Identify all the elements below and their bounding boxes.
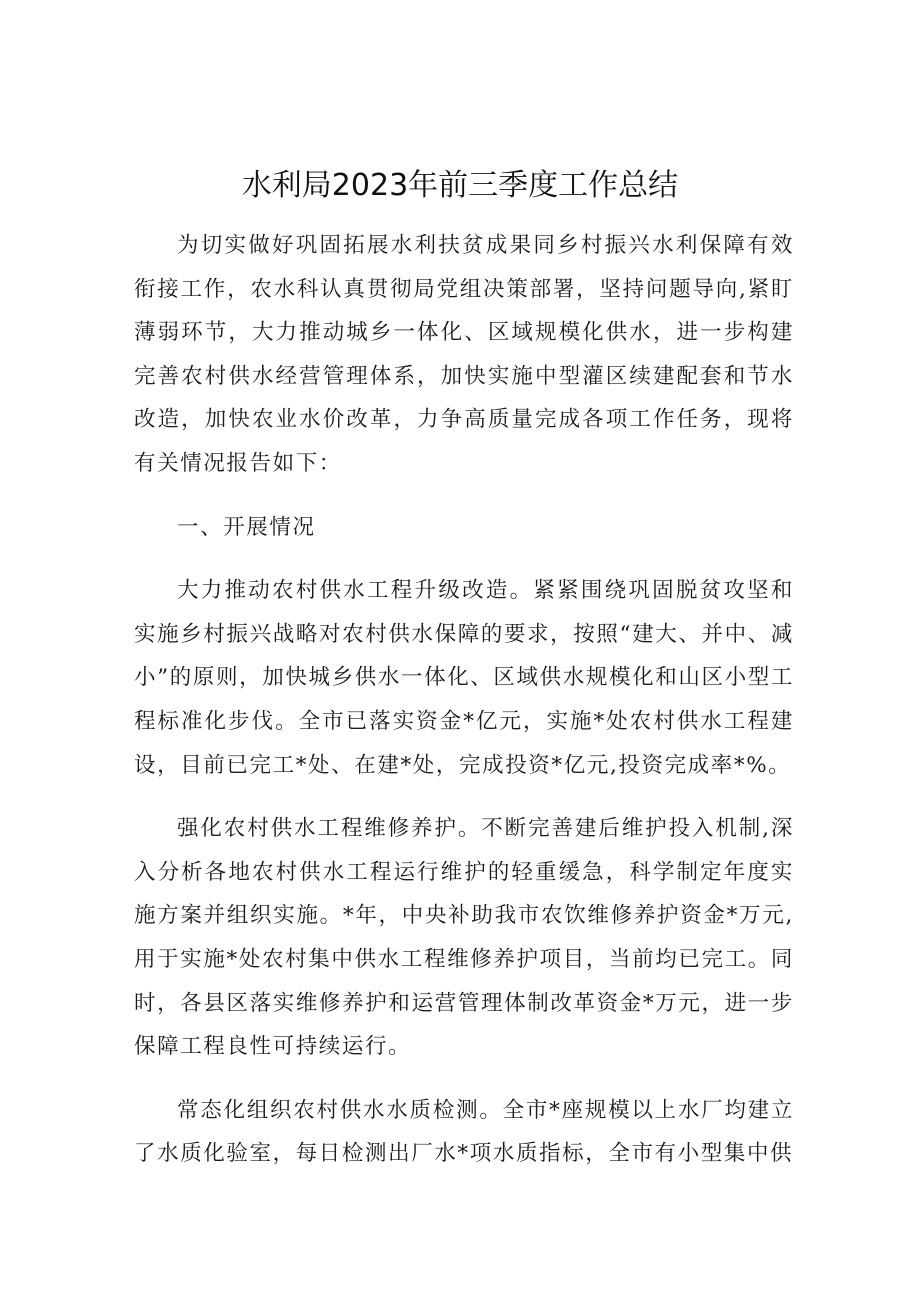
paragraph-maintenance: 强化农村供水工程维修养护。不断完善建后维护投入机制,深入分析各地农村供水工程运行维护的轻重缓急，科学制定年度实施方案并组织实施。*年，中央补助我市农饮维修养护资金*万元,用于实施*处农村集中供水工程维修养护项目，当前均已完工。同时，各县区落实维修养护和运营管理体制改革资金*万元，进一步保障工程良性可持续运行。 — [134, 816, 794, 1060]
paragraph-water-quality: 常态化组织农村供水水质检测。全市*座规模以上水厂均建立了水质化验室，每日检测出厂水*项水质指标，全市有小型集中供 — [134, 1097, 794, 1167]
intro-paragraph: 为切实做好巩固拓展水利扶贫成果同乡村振兴水利保障有效衔接工作，农水科认真贯彻局党组决策部署，坚持问题导向,紧盯薄弱环节，大力推动城乡一体化、区域规模化供水，进一步构建完善农村供水经营管理体系，加快实施中型灌区续建配套和节水改造，加快农业水价改革，力争高质量完成各项工作任务，现将有关情况报告如下： — [134, 233, 794, 476]
document-title: 水利局2023年前三季度工作总结 — [241, 168, 679, 203]
document-body — [134, 224, 794, 1196]
paragraph-water-supply-upgrade: 大力推动农村供水工程升级改造。紧紧围绕巩固脱贫攻坚和实施乡村振兴战略对农村供水保障的要求，按照“建大、并中、减小”的原则，加快城乡供水一体化、区域供水规模化和山区小型工程标准化步伐。全市已落实资金*亿元，实施*处农村供水工程建设，目前已完工*处、在建*处，完成投资*亿元,投资完成率*%。 — [134, 578, 794, 778]
section-heading: 一、开展情况 — [177, 514, 316, 540]
